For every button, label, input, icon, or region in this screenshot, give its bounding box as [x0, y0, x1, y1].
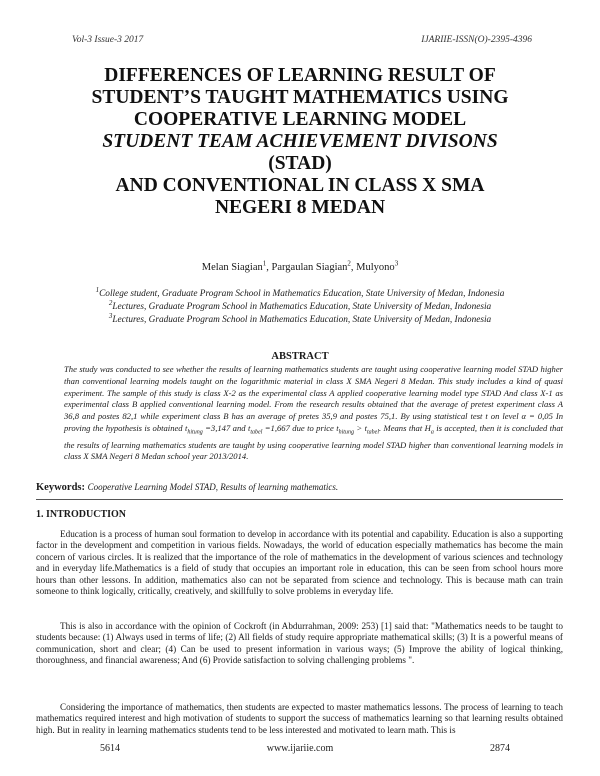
math-subscript: hitung: [187, 429, 203, 436]
paragraph-text: This is also in accordance with the opinion of Cockroft (in Abdurrahman, 2009: 253) [1] said that: "Mathematics needs to be taught to students because: (1) Always used in terms of life; (2) All fields of study require appropriate mathematical skills; (3) It is a powerful means of communication, short and clear; (4) Can be used to present information in various ways; (5) Improve the ability of logical thinking, thoroughness, and financial awareness; And (6) Provide satisfaction to solving challenging problems ".: [36, 621, 563, 666]
author-name: Melan Siagian: [201, 262, 263, 273]
abstract-text: > t: [353, 422, 367, 433]
affiliation-line: [0, 285, 600, 301]
keywords-text: Cooperative Learning Model STAD, Results of learning mathematics.: [87, 482, 339, 492]
abstract-text: . Means that H: [378, 422, 431, 433]
footer-website-link[interactable]: www.ijariie.com: [266, 743, 334, 754]
body-paragraph: [36, 702, 563, 736]
title-line: (STAD): [268, 153, 332, 174]
affil-mark: 3: [108, 311, 113, 320]
author-name: Pargaulan Siagian: [271, 262, 348, 273]
author-affil-mark: 2: [347, 259, 351, 268]
abstract-text: is accepted, then it is concluded that the results of learning mathematics students are taught by using cooperative learning model STAD higher than conventional learning models in class X SMA Negeri 8 Medan school year 2013/2014.: [64, 422, 564, 462]
paragraph-text: Education is a process of human soul formation to develop in accordance with its potential and capability. Education is also a supporting factor in the development and competition in various fields. Nowadays, the world of education especially mathematics has become the main concern of various circles. It is realized that the importance of the role of mathematics in the development of various sciences and technology and in everyday life.Mathematics is a field of study that occupies an important role in education, this can be seen from school hours more hours than other lessons. In addition, mathematics also can not be separated from science and technology. This is because math can train someone to think logically, critically, creatively, and skillfully to solve problems in everyday life.: [36, 529, 563, 597]
body-paragraph: [36, 529, 563, 597]
author-affil-mark: 1: [262, 259, 267, 268]
author-name: Mulyono: [356, 262, 395, 273]
issn-label: IJARIIE-ISSN(O)-2395-4396: [421, 35, 532, 45]
affil-text: Lectures, Graduate Program School in Mathematics Education, State University of Medan, Indonesia: [112, 315, 492, 325]
math-subscript: tabel: [250, 429, 263, 436]
title-line: DIFFERENCES OF LEARNING RESULT OF: [104, 65, 496, 86]
math-subscript: tabel: [366, 429, 379, 436]
author-separator: ,: [350, 262, 357, 273]
body-paragraph: [36, 621, 563, 667]
paper-title: [30, 65, 570, 219]
math-subscript: hitung: [338, 429, 354, 436]
author-list: [0, 259, 600, 273]
abstract-text: The study was conducted to see whether the results of learning mathematics students are taught using cooperative learning model STAD higher than conventional learning models taught on the logarithmic material in class X SMA Negeri 8 Medan. This study includes a kind of quasi experiment. The sample of this study is class X-2 as the experimental class A applied cooperative learning model type STAD And class X-1 as experimental class B applied conventional learning model. From the research results obtained that the average of pretest experiment class A 36,8 and postes 82,1 while experiment class B has an average of pretes 35,9 and postes 75,1. By using statistical test t on level α = 0,05 In proving the hypothesis is obtained t: [64, 364, 563, 433]
title-line: COOPERATIVE LEARNING MODEL: [133, 109, 467, 130]
affiliations: [0, 285, 600, 327]
affil-mark: 2: [108, 298, 113, 307]
affiliation-line: [0, 311, 600, 327]
affil-mark: 1: [95, 285, 100, 294]
abstract-text: =1,667 due to price t: [262, 422, 339, 433]
footer-article-number: 2874: [490, 743, 510, 754]
abstract-heading: ABSTRACT: [271, 351, 329, 362]
title-line: NEGERI 8 MEDAN: [214, 197, 386, 218]
affil-text: Lectures, Graduate Program School in Mathematics Education, State University of Medan, Indonesia: [112, 302, 492, 312]
affiliation-line: [0, 298, 600, 314]
affil-text: College student, Graduate Program School in Mathematics Education, State University of Medan, Indonesia: [99, 289, 505, 299]
title-line: STUDENT TEAM ACHIEVEMENT DIVISONS: [102, 131, 498, 152]
math-subscript: a: [430, 429, 434, 436]
abstract-paragraph: [64, 364, 563, 463]
abstract-text: =3,147 and t: [202, 422, 251, 433]
keywords: [36, 482, 563, 493]
keywords-label: Keywords:: [36, 482, 88, 493]
abstract-body: [64, 364, 563, 463]
footer-page-number: 5614: [100, 743, 120, 754]
divider: [36, 499, 563, 500]
paragraph-text: Considering the importance of mathematics, then students are expected to master mathematics lessons. The process of learning to teach mathematics required interest and high motivation of students to support the success of mathematics learning so that learning results obtained high. But in reality in learning mathematics students tend to be less interested and motivated to learn math. This is: [36, 702, 563, 735]
author-separator: ,: [266, 262, 272, 273]
title-line: AND CONVENTIONAL IN CLASS X SMA: [115, 175, 485, 196]
section-heading: 1. INTRODUCTION: [36, 509, 127, 520]
author-affil-mark: 3: [394, 259, 399, 268]
volume-label: Vol-3 Issue-3 2017: [72, 35, 144, 45]
title-line: STUDENT’S TAUGHT MATHEMATICS USING: [91, 87, 509, 108]
